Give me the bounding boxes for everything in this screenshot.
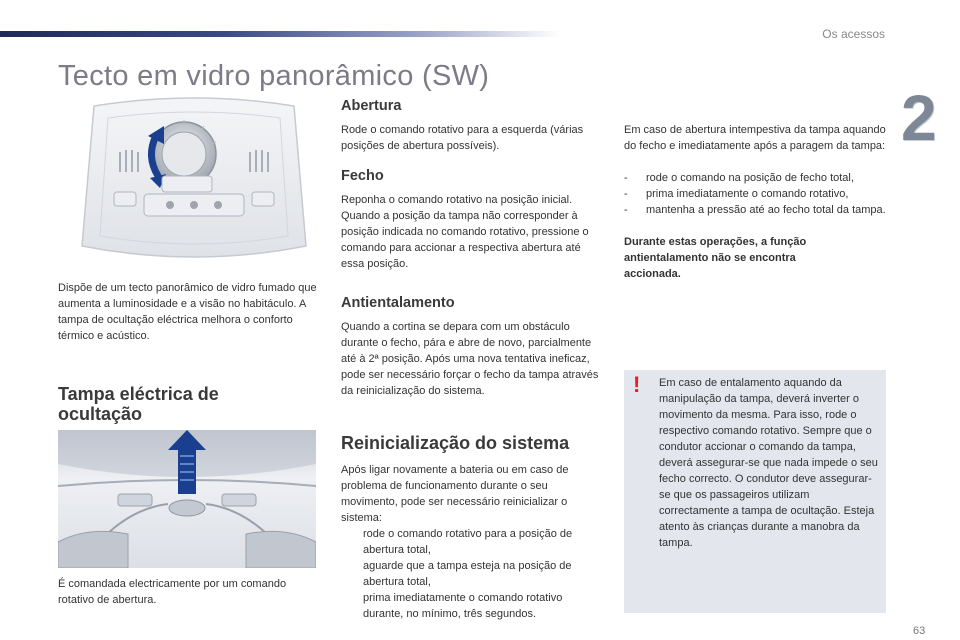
list-item: aguarde que a tampa esteja na posição de abertura total, bbox=[363, 560, 572, 588]
abertura-text: Rode o comando rotativo para a esquerda (várias posições de abertura possíveis). bbox=[341, 124, 584, 152]
list-item: - rode o comando na posição de fecho total, bbox=[624, 172, 854, 184]
list-item: rode o comando rotativo para a posição de abertura total, bbox=[363, 528, 573, 556]
list-item: prima imediatamente o comando rotativo durante, no mínimo, três segundos. bbox=[363, 592, 563, 620]
interior-roof-illustration bbox=[58, 430, 316, 568]
page-title: Tecto em vidro panorâmico (SW) bbox=[58, 60, 490, 92]
list-item: - mantenha a pressão até ao fecho total da tampa. bbox=[624, 204, 886, 216]
antientalamento-heading: Antientalamento bbox=[341, 295, 455, 311]
reinicializacao-heading: Reinicialização do sistema bbox=[341, 433, 570, 453]
intro-text: Dispõe de um tecto panorâmico de vidro fumado que aumenta a luminosidade e a visão no habitáculo. A tampa de ocultação eléctrica melhora o conforto térmico e acústico. bbox=[58, 282, 317, 342]
tampa-caption: É comandada electricamente por um comando rotativo de abertura. bbox=[58, 578, 287, 606]
overhead-control-illustration bbox=[74, 96, 314, 264]
warning-icon: ! bbox=[633, 372, 641, 397]
intempestiva-text: Em caso de abertura intempestiva da tampa aquando do fecho e imediatamente após a paragem da tampa: bbox=[624, 124, 886, 152]
chapter-number: 2 bbox=[901, 82, 937, 154]
header-rule bbox=[0, 31, 560, 37]
list-item: - prima imediatamente o comando rotativo, bbox=[624, 188, 849, 200]
antientalamento-text: Quando a cortina se depara com um obstáculo durante o fecho, pára e abre de novo, parcialmente até à 2ª posição. Após uma nova tentativa ineficaz, pode ser necessário forçar o fecho da tampa através da reinicialização do sistema. bbox=[341, 321, 599, 397]
warning-text: Em caso de entalamento aquando da manipulação da tampa, deverá inverter o movimento da mesma. Para isso, rode o respectivo comando rotativo. Sempre que o condutor accionar o comando da tampa, deverá assegurar-se que nada impede o seu fecho correcto. O condutor deve assegurar-se que os passageiros utilizam correctamente a tampa de ocultação. Esteja atento às crianças durante a manobra da tampa. bbox=[659, 377, 878, 549]
tampa-heading: Tampa eléctrica de ocultação bbox=[58, 384, 219, 424]
fecho-text: Reponha o comando rotativo na posição inicial. Quando a posição da tampa não corresponder à posição indicada no comando rotativo, pressione o comando para accionar a respectiva abertura até essa posição. bbox=[341, 194, 589, 270]
fecho-heading: Fecho bbox=[341, 168, 384, 184]
dash-marker: - bbox=[624, 204, 628, 216]
page-number: 63 bbox=[913, 625, 926, 637]
reinicializacao-text: Após ligar novamente a bateria ou em caso de problema de funcionamento durante o seu movimento, pode ser necessário reinicializar o sistema: bbox=[341, 464, 569, 524]
antientalamento-note: Durante estas operações, a função antientalamento não se encontra accionada. bbox=[624, 236, 807, 280]
intempestiva-steps bbox=[624, 170, 888, 218]
reinicializacao-steps bbox=[341, 526, 605, 622]
dash-marker: - bbox=[624, 172, 628, 184]
abertura-heading: Abertura bbox=[341, 98, 402, 114]
dash-marker: - bbox=[624, 188, 628, 200]
section-label: Os acessos bbox=[822, 27, 885, 41]
